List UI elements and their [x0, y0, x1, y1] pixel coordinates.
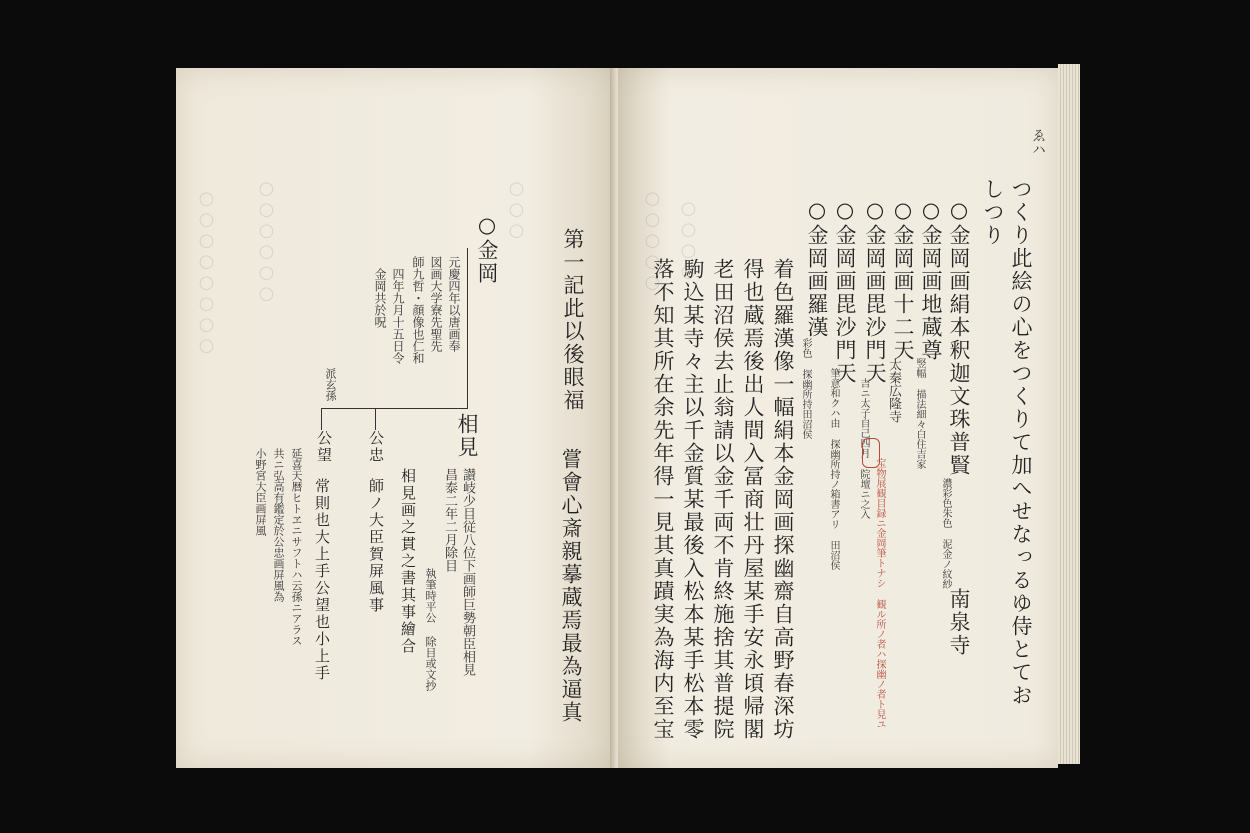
lineage-line — [467, 248, 468, 408]
lineage-label: 派玄孫 — [324, 368, 337, 401]
entry-item: ○金岡画十二天 — [891, 198, 915, 362]
kimmochi-note: 延喜天暦ヒトヱニサフトハ云孫ニアラス — [290, 448, 303, 646]
page-edges — [1058, 64, 1080, 764]
body-column: 駒込某寺々主以千金質某最後入松本某手松本零 — [681, 258, 705, 741]
kimmochi-note: 小野宮大臣画屏風 — [254, 448, 267, 536]
red-seal — [862, 438, 880, 468]
entry-note: 竪幅 描法細々白住吉家 — [914, 358, 925, 469]
entry-note: 吉ニ太子自己四月 院壇ニ之入 — [858, 378, 869, 519]
kanaoka-note: 元慶四年以唐画奉 — [447, 256, 461, 352]
red-annotation: 宝物展観目録ニ金岡筆トナシ 観ル所ノ者ハ探幽ノ者ト見ユ — [874, 458, 885, 729]
entry-note: 彩色 探幽所持田沼侯 — [800, 338, 811, 439]
kotada-name: 公忠 — [367, 430, 385, 464]
kotada-body: 師ノ大臣賀屏風事 — [367, 478, 385, 614]
heading: 第一記此以後眼福 — [561, 228, 585, 412]
entry-note: 濃彩色朱色 泥金ノ紋紗 — [940, 478, 951, 589]
entry-item: ○金岡画毘沙門天 — [833, 198, 857, 385]
text-column: 嘗會心斎親摹蔵焉最為逼真 — [559, 448, 583, 724]
entry-note: 筆意和クハ由 探幽所持ノ箱書アリ 田沼侯 — [828, 368, 839, 570]
kanaoka-note: 四年九月十五日令 — [391, 268, 405, 364]
lineage-line — [375, 408, 376, 430]
kimmochi-body: 常則也大上手公望也小上手 — [313, 478, 331, 682]
kanaoka-name: ○金岡 — [475, 213, 499, 285]
title-column: しつり — [981, 178, 1005, 247]
right-page: ○○○○○ ○○○○ ゑハ つくり此絵の心をつくりて加へせなっるゆ侍とてお しつり ○金岡画絹本釈迦文珠普賢 濃彩色朱色 泥金ノ紋紗 南泉寺 ○金岡画地蔵尊 竪幅 描法細々白住吉家 ○金岡画十二天 太秦広隆寺 ○金岡画毘沙門天 吉ニ太子自己四月 院壇ニ之入 宝物展観目録ニ金岡筆トナシ 観ル所ノ者ハ探幽ノ者ト見ユ ○金岡画毘沙門天 筆意和クハ由 探幽所持ノ箱書アリ 田沼侯 ○金岡画羅漢 彩色 探幽所持田沼侯 着色羅漢像一幅絹本金岡画探幽齋自高野春深坊 得也蔵焉後出人間入冨商壮丹屋某手安永頃帰閣 老田沼侯去止翁請以金千両不肯終施捨其普提院 駒込某寺々主以千金質某最後入松本某手松本零 落不知其所在余先年得一見其真蹟実為海内至宝 — [618, 68, 1058, 768]
kanaoka-note: 師九哲・顔像也仁和 — [411, 256, 425, 364]
aimi-note: 昌泰二年二月除目 — [442, 468, 457, 572]
kanaoka-note: 金岡共於呪 — [373, 268, 387, 328]
entry-note: 太秦広隆寺 — [886, 358, 901, 423]
kanaoka-note: 図画大学寮先聖先 — [429, 256, 443, 352]
lineage-line — [321, 408, 322, 430]
title-column: つくり此絵の心をつくりて加へせなっるゆ侍とてお — [1009, 178, 1033, 707]
page-mark: ゑハ — [1030, 128, 1046, 156]
aimi-name: 相見 — [455, 413, 479, 459]
body-column: 落不知其所在余先年得一見其真蹟実為海内至宝 — [651, 258, 675, 741]
body-column: 得也蔵焉後出人間入冨商壮丹屋某手安永頃帰閣 — [741, 258, 765, 741]
aimi-note: 讃岐少目従八位下画師巨勢朝臣相見 — [460, 468, 475, 676]
open-book — [170, 58, 1090, 770]
aimi-note: 執筆時平公 除目或文抄 — [424, 568, 437, 691]
body-column: 老田沼侯去止翁請以金千両不肯終施捨其普提院 — [711, 258, 735, 741]
entry-item: ○金岡画毘沙門天 — [863, 198, 887, 385]
body-column: 着色羅漢像一幅絹本金岡画探幽齋自高野春深坊 — [771, 258, 795, 741]
entry-item: ○金岡画絹本釈迦文珠普賢 — [947, 198, 971, 477]
entry-temple: 南泉寺 — [947, 588, 971, 657]
kimmochi-name: 公望 — [315, 430, 333, 464]
kimmochi-note: 共ニ弘高有鑑定於公忠画屏風為 — [272, 448, 285, 602]
aimi-body: 相見画之貫之書其事繪合 — [399, 468, 417, 655]
entry-item: ○金岡画地蔵尊 — [919, 198, 943, 362]
left-page: ○○○○○○○○ ○○○○○○ ○○○ 第一記此以後眼福 嘗會心斎親摹蔵焉最為逼真 ○金岡 元慶四年以唐画奉 図画大学寮先聖先 師九哲・顔像也仁和 四年九月十五日令 金岡共於呪 派玄孫 相見 讃岐少目従八位下画師巨勢朝臣相見 昌泰二年二月除目 執筆時平公 除目或文抄 相見画之貫之書其事繪合 公忠 師ノ大臣賀屏風事 公望 常則也大上手公望也小上手 延喜天暦ヒトヱニサフトハ云孫ニアラス 共ニ弘高有鑑定於公忠画屏風為 小野宮大臣画屏風 — [176, 68, 616, 768]
entry-item: ○金岡画羅漢 — [805, 198, 829, 339]
lineage-line — [321, 408, 468, 409]
